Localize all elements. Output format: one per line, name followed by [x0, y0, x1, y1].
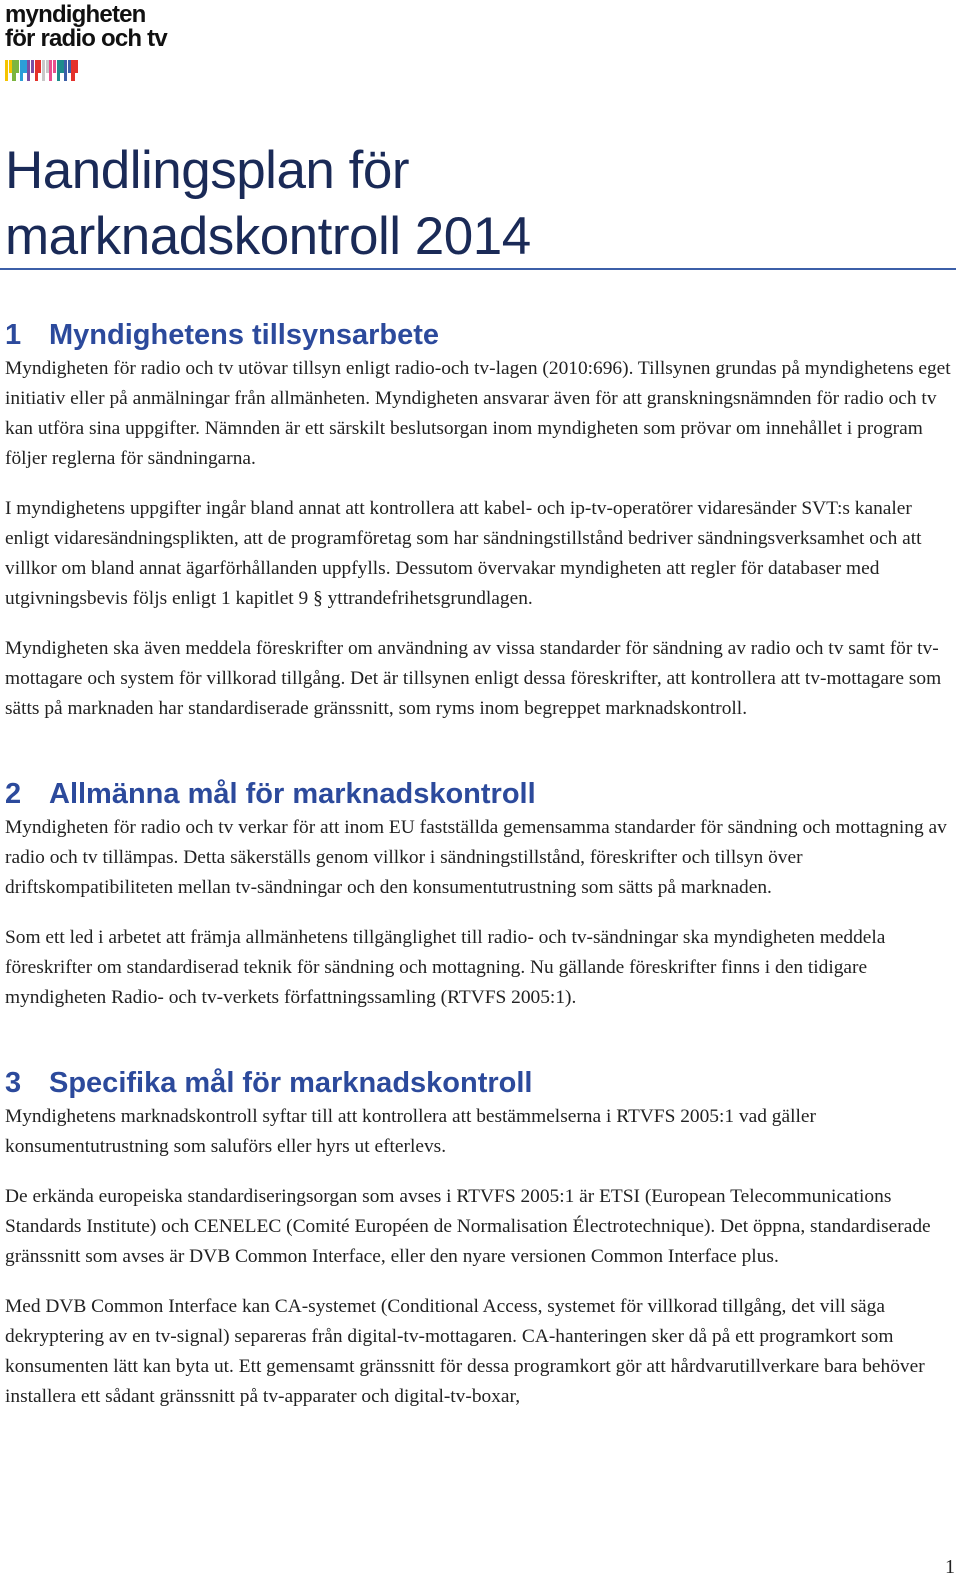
logo-text-line-1: myndigheten — [5, 1, 146, 28]
logo-color-bars — [5, 60, 167, 81]
section-heading — [5, 316, 955, 354]
paragraph: I myndighetens uppgifter ingår bland annat att kontrollera att kabel- och ip-tv-operatörer vidaresänder SVT:s kanaler enligt vidaresändningsplikten, att de programföretag som har sändningstillstånd bedriver sändningsverksamhet och att villkor om bland annat ägarförhållanden uppfylls. Dessutom övervakar myndigheten att regler för databaser med utgivningsbevis följs enligt 1 kapitlet 9 § yttrandefrihetsgrundlagen. — [5, 498, 922, 609]
title-line-1: Handlingsplan för — [5, 141, 409, 200]
section-3 — [5, 1064, 955, 1412]
section-title: Specifika mål för marknadskontroll — [49, 1067, 533, 1099]
paragraph: Myndigheten för radio och tv verkar för att inom EU fastställda gemensamma standarder för sändning och mottagning av radio och tv tillämpas. Detta säkerställs genom villkor i sändningstillstånd, föreskrifter och tillsyn över driftskompatibiliteten mellan tv-sändningar och den konsumentutrustning som sätts på marknaden. — [5, 817, 947, 898]
paragraph: Som ett led i arbetet att främja allmänhetens tillgänglighet till radio- och tv-sändningar ska myndigheten meddela föreskrifter om standardiserad teknik för sändning och mottagning. Nu gällande föreskrifter finns i den tidigare myndigheten Radio- och tv-verkets författningssamling (RTVFS 2005:1). — [5, 927, 886, 1008]
paragraph: Med DVB Common Interface kan CA-systemet (Conditional Access, systemet för villkorad tillgång, det vill säga dekryptering av en tv-signal) separeras från digital-tv-mottagaren. CA-hanteringen sker då på ett programkort som konsumenten lätt kan byta ut. Ett gemensamt gränssnitt för dessa programkort gör att hårdvarutillverkare bara behöver installera ett sådant gränssnitt på tv-apparater och digital-tv-boxar, — [5, 1296, 925, 1407]
section-heading — [5, 1064, 955, 1102]
paragraph: De erkända europeiska standardiseringsorgan som avses i RTVFS 2005:1 är ETSI (European Telecommunications Standards Institute) och CENELEC (Comité Européen de Normalisation Électrotechnique). Det öppna, standardiserade gränssnitt som avses är DVB Common Interface, eller den nyare versionen Common Interface plus. — [5, 1186, 931, 1267]
section-number: 1 — [5, 319, 22, 351]
paragraph: Myndigheten för radio och tv utövar tillsyn enligt radio-och tv-lagen (2010:696). Tillsynen grundas på myndighetens eget initiativ eller på anmälningar från allmänheten. Myndigheten ansvarar även för att granskningsnämnden för radio och tv kan utföra sina uppgifter. Nämnden är ett särskilt beslutsorgan inom myndigheten som prövar om innehållet i program följer reglerna för sändningarna. — [5, 358, 951, 469]
document-title — [5, 138, 531, 270]
section-number: 2 — [5, 778, 22, 810]
title-line-2: marknadskontroll 2014 — [5, 207, 531, 266]
agency-logo — [5, 3, 167, 81]
paragraph: Myndighetens marknadskontroll syftar till att kontrollera att bestämmelserna i RTVFS 2005:1 vad gäller konsumentutrustning som saluförs eller hyrs ut efterlevs. — [5, 1106, 816, 1157]
section-2 — [5, 775, 955, 1013]
section-1 — [5, 316, 955, 724]
page-number: 1 — [945, 1556, 955, 1578]
document-body — [5, 316, 955, 1432]
paragraph: Myndigheten ska även meddela föreskrifter om användning av vissa standarder för sändning av radio och tv samt för tv-mottagare och system för villkorad tillgång. Det är tillsynen enligt dessa föreskrifter, att kontrollera att tv-mottagare som sätts på marknaden har standardiserade gränssnitt, som ryms inom begreppet marknadskontroll. — [5, 638, 942, 719]
logo-text-line-2: för radio och tv — [5, 25, 167, 52]
logo-bar — [75, 60, 78, 73]
section-number: 3 — [5, 1067, 22, 1099]
section-title: Allmänna mål för marknadskontroll — [49, 778, 536, 810]
section-heading — [5, 775, 955, 813]
section-title: Myndighetens tillsynsarbete — [49, 319, 439, 351]
title-divider — [0, 268, 956, 270]
